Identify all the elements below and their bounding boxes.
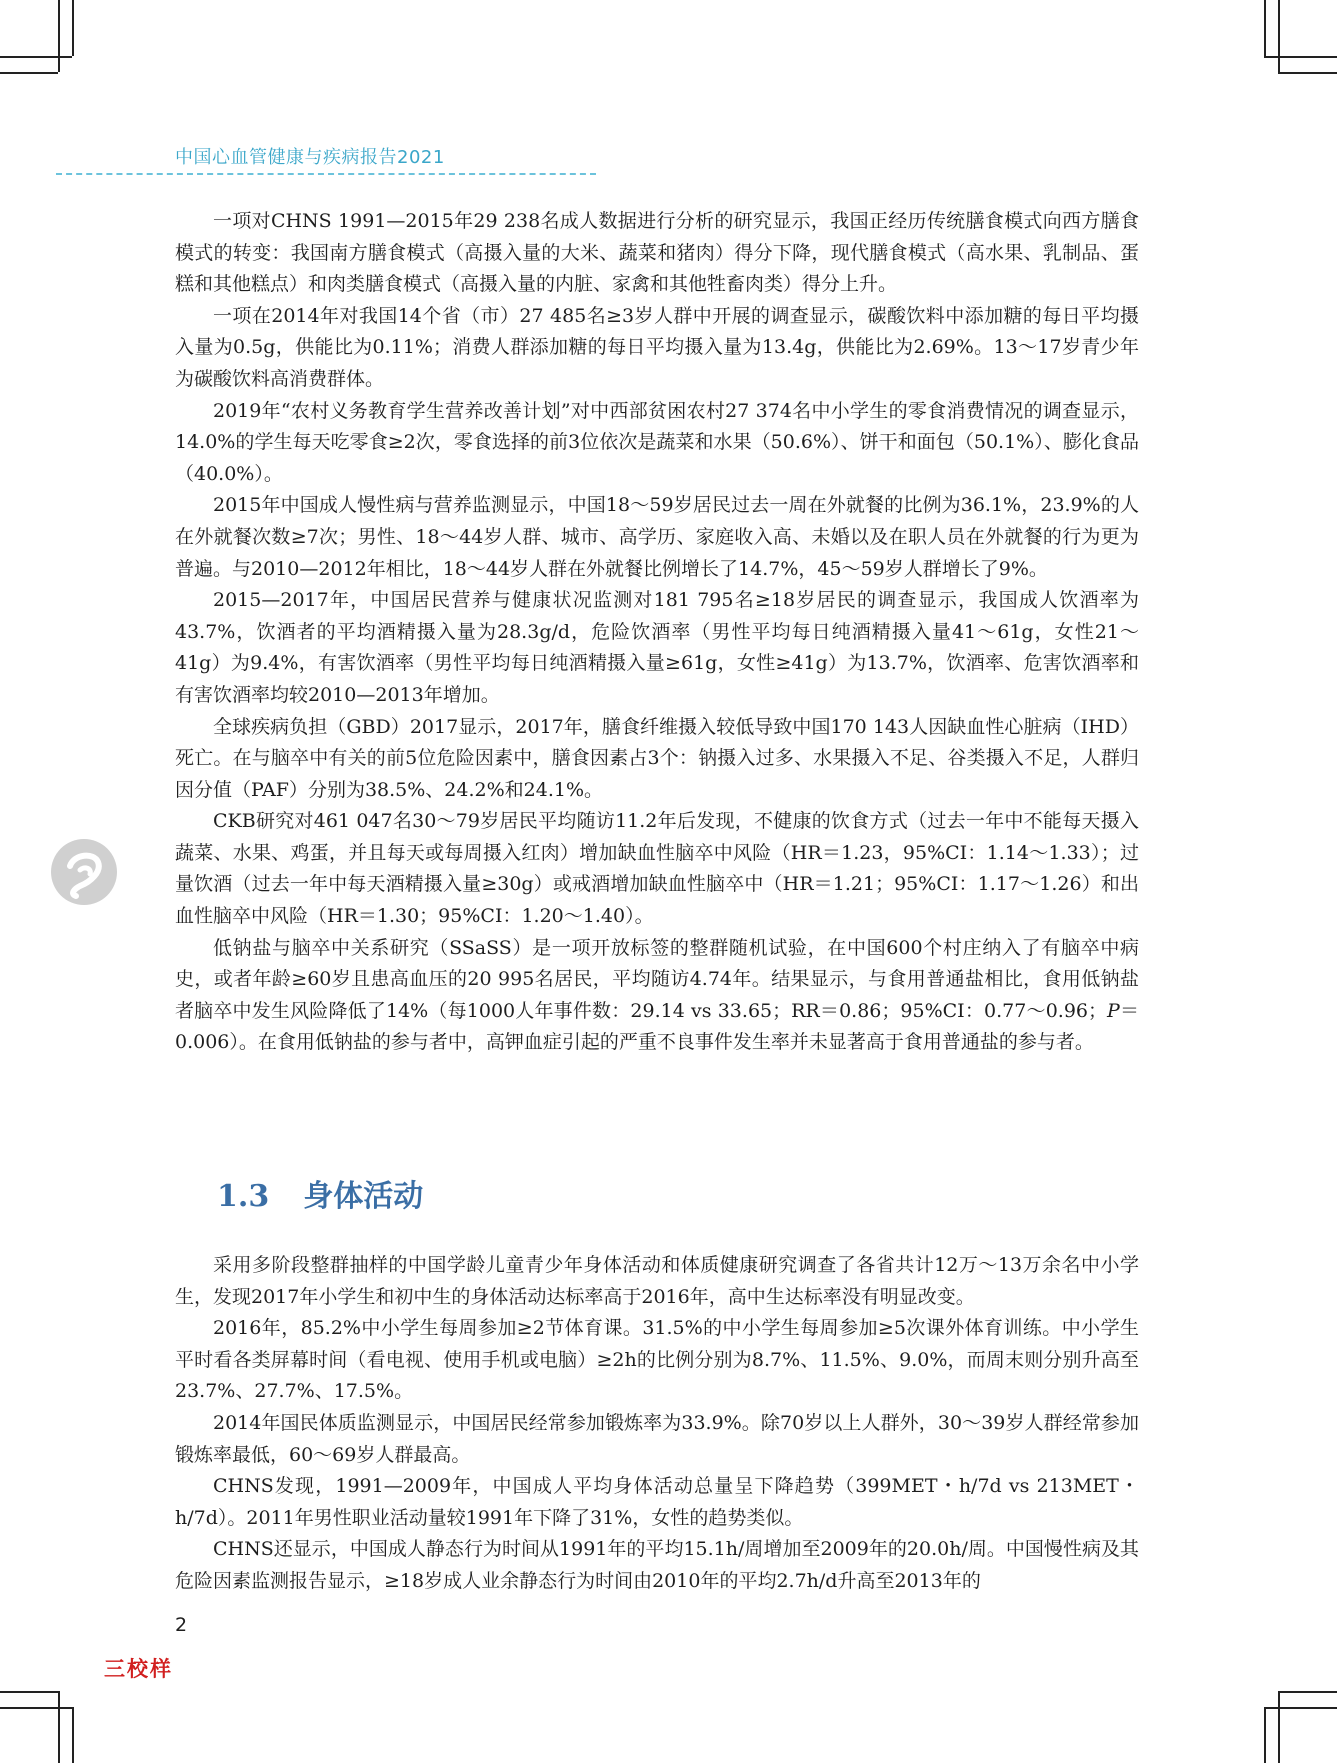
crop-mark-bottom-right-h2 xyxy=(1278,1691,1337,1693)
crop-mark-top-left-v2 xyxy=(58,0,60,72)
header-dashed-rule xyxy=(56,173,596,175)
body-text-bottom xyxy=(175,1250,1139,1598)
crop-mark-bottom-left-v xyxy=(72,1707,74,1763)
ssass-text-after: ＝0.006）。在食用低钠盐的参与者中，高钾血症引起的严重不良事件发生率并未显著高于食用普通盐的参与者。 xyxy=(175,999,1139,1054)
paragraph-ckb-study: CKB研究对461 047名30～79岁居民平均随访11.2年后发现，不健康的饮食方式（过去一年中不能每天摄入蔬菜、水果、鸡蛋，并且每天或每周摄入红肉）增加缺血性脑卒中风险（HR＝1.23，95%CI：1.14～1.33）；过量饮酒（过去一年中每天酒精摄入量≥30g）或戒酒增加缺血性脑卒中（HR＝1.21；95%CI：1.17～1.26）和出血性脑卒中风险（HR＝1.30；95%CI：1.20～1.40）。 xyxy=(175,810,1139,928)
ssass-text-before: 低钠盐与脑卒中关系研究（SSaSS）是一项开放标签的整群随机试验，在中国600个村庄纳入了有脑卒中病史，或者年龄≥60岁且患高血压的20 995名居民，平均随访4.74年。结果显示，与食用普通盐相比，食用低钠盐者脑卒中发生风险降低了14%（每1000人年事件数：29.14 vs 33.65；RR＝0.86；95%CI：0.77～0.96； xyxy=(175,936,1139,1022)
paragraph-pe-screen-time: 2016年，85.2%中小学生每周参加≥2节体育课。31.5%的中小学生每周参加≥5次课外体育训练。中小学生平时看各类屏幕时间（看电视、使用手机或电脑）≥2h的比例分别为8.7%、11.5%、9.0%，而周末则分别升高至23.7%、27.7%、17.5%。 xyxy=(175,1317,1139,1403)
crop-mark-top-right-v xyxy=(1264,0,1266,56)
page-number: 2 xyxy=(175,1614,188,1636)
paragraph-chns-diet-pattern: 一项对CHNS 1991—2015年29 238名成人数据进行分析的研究显示，我国正经历传统膳食模式向西方膳食模式的转变：我国南方膳食模式（高摄入量的大米、蔬菜和猪肉）得分下降，现代膳食模式（高水果、乳制品、蛋糕和其他糕点）和肉类膳食模式（高摄入量的内脏、家禽和其他牲畜肉类）得分上升。 xyxy=(175,210,1139,296)
p-value-symbol: P xyxy=(1107,999,1120,1022)
crop-mark-bottom-right-v xyxy=(1264,1707,1266,1763)
paragraph-gbd-fiber: 全球疾病负担（GBD）2017显示，2017年，膳食纤维摄入较低导致中国170 143人因缺血性心脏病（IHD）死亡。在与脑卒中有关的前5位危险因素中，膳食因素占3个：钠摄入过多、水果摄入不足、谷类摄入不足，人群归因分值（PAF）分别为38.5%、24.2%和24.1%。 xyxy=(175,715,1139,801)
side-logo-icon xyxy=(50,838,118,906)
crop-mark-bottom-right-h xyxy=(1264,1707,1337,1709)
running-header-title: 中国心血管健康与疾病报告2021 xyxy=(175,147,445,168)
proof-stamp: 三校样 xyxy=(104,1657,173,1681)
crop-mark-bottom-right-v2 xyxy=(1278,1691,1280,1763)
crop-mark-top-left-h xyxy=(0,56,72,58)
crop-mark-top-left-v xyxy=(72,0,74,56)
paragraph-ssass-study xyxy=(175,933,1139,1059)
crop-mark-top-right-v2 xyxy=(1278,0,1280,72)
paragraph-chns-activity-trend: CHNS发现，1991—2009年，中国成人平均身体活动总量呈下降趋势（399MET・h/7d vs 213MET・h/7d）。2011年男性职业活动量较1991年下降了31%，女性的趋势类似。 xyxy=(175,1475,1139,1529)
crop-mark-bottom-left-h2 xyxy=(0,1691,58,1693)
paragraph-national-fitness: 2014年国民体质监测显示，中国居民经常参加锻炼率为33.9%。除70岁以上人群外，30～39岁人群经常参加锻炼率最低，60～69岁人群最高。 xyxy=(175,1411,1139,1466)
section-title: 身体活动 xyxy=(303,1179,424,1214)
crop-mark-bottom-left-h xyxy=(0,1707,72,1709)
section-heading xyxy=(217,1171,423,1215)
crop-mark-bottom-left-v2 xyxy=(58,1691,60,1763)
paragraph-sedentary-behavior: CHNS还显示，中国成人静态行为时间从1991年的平均15.1h/周增加至2009年的20.0h/周。中国慢性病及其危险因素监测报告显示，≥18岁成人业余静态行为时间由2010年的平均2.7h/d升高至2013年的 xyxy=(175,1538,1139,1592)
section-number: 1.3 xyxy=(217,1179,270,1214)
paragraph-alcohol: 2015—2017年，中国居民营养与健康状况监测对181 795名≥18岁居民的调查显示，我国成人饮酒率为43.7%，饮酒者的平均酒精摄入量为28.3g/d，危险饮酒率（男性平均每日纯酒精摄入量41～61g，女性21～41g）为9.4%，有害饮酒率（男性平均每日纯酒精摄入量≥61g，女性≥41g）为13.7%，饮酒率、危害饮酒率和有害饮酒率均较2010—2013年增加。 xyxy=(175,589,1139,706)
paragraph-snack-consumption: 2019年“农村义务教育学生营养改善计划”对中西部贫困农村27 374名中小学生的零食消费情况的调查显示，14.0%的学生每天吃零食≥2次，零食选择的前3位依次是蔬菜和水果（50.6%）、饼干和面包（50.1%）、膨化食品（40.0%）。 xyxy=(175,399,1139,485)
crop-mark-top-left-h2 xyxy=(0,72,58,74)
crop-mark-top-right-h2 xyxy=(1278,72,1337,74)
paragraph-eating-out: 2015年中国成人慢性病与营养监测显示，中国18～59岁居民过去一周在外就餐的比例为36.1%，23.9%的人在外就餐次数≥7次；男性、18～44岁人群、城市、高学历、家庭收入高、未婚以及在职人员在外就餐的行为更为普遍。与2010—2012年相比，18～44岁人群在外就餐比例增长了14.7%，45～59岁人群增长了9%。 xyxy=(175,494,1139,580)
paragraph-added-sugar: 一项在2014年对我国14个省（市）27 485名≥3岁人群中开展的调查显示，碳酸饮料中添加糖的每日平均摄入量为0.5g，供能比为0.11%；消费人群添加糖的每日平均摄入量为13.4g，供能比为2.69%。13～17岁青少年为碳酸饮料高消费群体。 xyxy=(175,304,1139,390)
crop-mark-top-right-h xyxy=(1264,56,1337,58)
paragraph-student-activity: 采用多阶段整群抽样的中国学龄儿童青少年身体活动和体质健康研究调查了各省共计12万～13万余名中小学生，发现2017年小学生和初中生的身体活动达标率高于2016年，高中生达标率没有明显改变。 xyxy=(175,1254,1139,1308)
body-text-top xyxy=(175,206,1139,1059)
